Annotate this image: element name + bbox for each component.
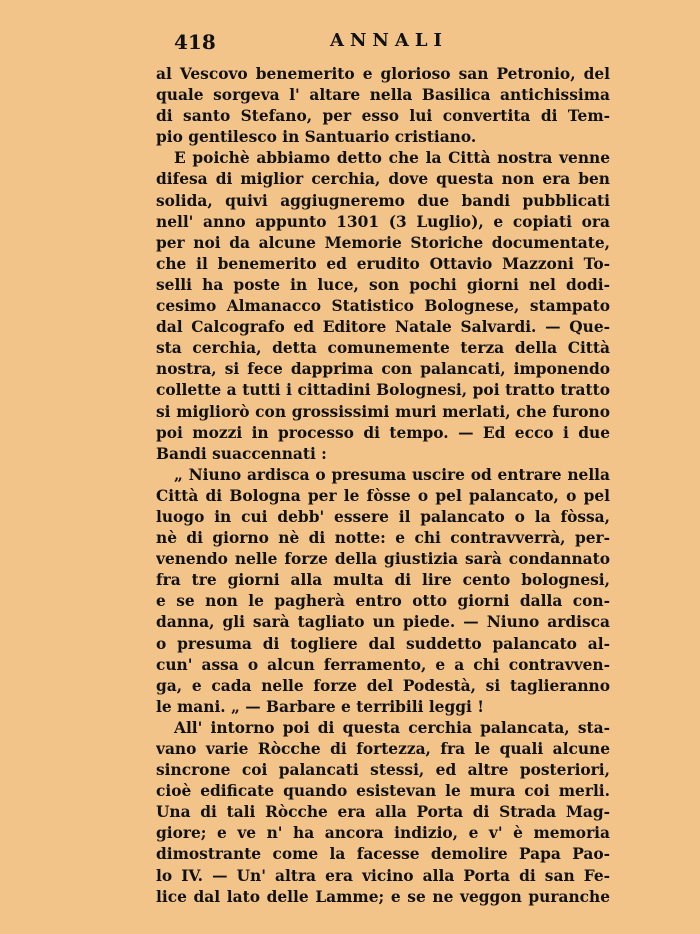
text-line: cesimo Almanacco Statistico Bolognese, stampato: [156, 297, 610, 316]
text-line: al Vescovo benemerito e glorioso san Petronio, del: [156, 65, 610, 83]
text-line: vano varie Ròcche di fortezza, fra le quali alcune: [156, 740, 610, 758]
text-line: sta cerchia, detta comunemente terza della Città: [156, 339, 610, 358]
text-line: „ Niuno ardisca o presuma uscire od entrare nella: [174, 465, 610, 484]
text-line: E poichè abbiamo detto che la Città nostra venne: [174, 149, 610, 168]
text-line: per noi da alcune Memorie Storiche documentate,: [156, 233, 610, 252]
text-line: luogo in cui debb' essere il palancato o la fòssa,: [156, 507, 610, 526]
text-line: nell' anno appunto 1301 (3 Luglio), e copiati ora: [156, 212, 610, 231]
text-line: ga, e cada nelle forze del Podestà, si taglieranno: [156, 676, 610, 695]
running-title: ANNALI: [330, 30, 448, 51]
text-line: o presuma di togliere dal suddetto palancato al-: [156, 634, 610, 653]
text-line: fra tre giorni alla multa di lire cento bolognesi,: [156, 571, 610, 590]
text-line: Città di Bologna per le fòsse o pel palancato, o pel: [156, 486, 610, 505]
text-line: dimostrante come la facesse demolire Papa Pao-: [156, 845, 610, 864]
text-line: e se non le pagherà entro otto giorni dalla con-: [156, 592, 610, 611]
text-line: lo IV. — Un' altra era vicino alla Porta di san Fe-: [156, 866, 610, 885]
text-line: giore; e ve n' ha ancora indizio, e v' è memoria: [156, 824, 610, 843]
text-line: danna, gli sarà tagliato un piede. — Niuno ardisca: [156, 613, 610, 632]
text-line: Una di tali Ròcche era alla Porta di Strada Mag-: [156, 803, 610, 822]
text-line: poi mozzi in processo di tempo. — Ed ecco i due: [156, 423, 610, 442]
text-line: cun' assa o alcun ferramento, e a chi contravven-: [156, 655, 610, 674]
text-line: venendo nelle forze della giustizia sarà condannato: [156, 550, 610, 569]
text-line: Bandi suaccennati :: [156, 444, 327, 463]
text-line: selli ha poste in luce, son pochi giorni nel dodi-: [156, 275, 610, 294]
text-line: di santo Stefano, per esso lui convertita di Tem-: [156, 107, 610, 126]
text-line: le mani. „ — Barbare e terribili leggi !: [156, 697, 484, 716]
text-line: cioè edificate quando esistevan le mura coi merli.: [156, 782, 610, 801]
text-line: si migliorò con grossissimi muri merlati, che furono: [156, 402, 610, 421]
page-number: 418: [174, 30, 216, 54]
text-line: nè di giorno nè di notte: e chi contravverrà, per-: [156, 529, 610, 548]
text-line: All' intorno poi di questa cerchia palancata, sta-: [174, 718, 610, 737]
text-line: quale sorgeva l' altare nella Basilica antichissima: [156, 86, 610, 105]
body-text: [156, 64, 610, 908]
text-line: lice dal lato delle Lamme; e se ne veggon puranche: [156, 887, 610, 906]
text-line: sincrone coi palancati stessi, ed altre posteriori,: [156, 761, 610, 780]
text-line: nostra, si fece dapprima con palancati, imponendo: [156, 360, 610, 379]
text-line: solida, quivi aggiugneremo due bandi pubblicati: [156, 191, 610, 210]
text-line: pio gentilesco in Santuario cristiano.: [156, 128, 477, 147]
text-line: dal Calcografo ed Editore Natale Salvardi. — Que-: [156, 318, 610, 337]
text-line: collette a tutti i cittadini Bolognesi, poi tratto tratto: [156, 381, 610, 400]
text-line: difesa di miglior cerchia, dove questa non era ben: [156, 170, 610, 189]
page-header: [158, 30, 610, 56]
text-line: che il benemerito ed erudito Ottavio Mazzoni To-: [156, 254, 610, 273]
